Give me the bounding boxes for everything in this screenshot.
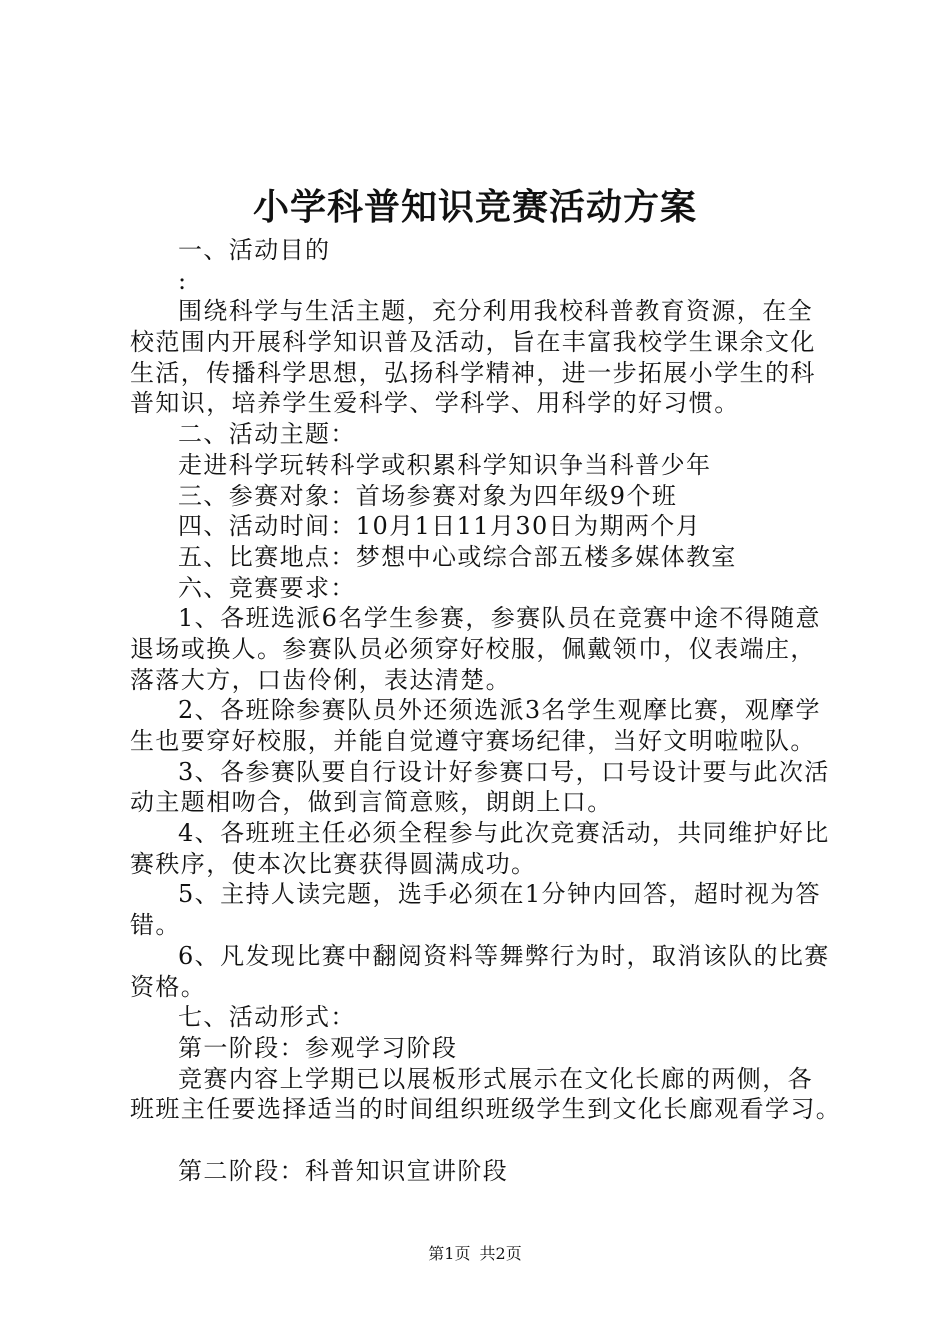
body-line: 第一阶段：参观学习阶段 — [178, 1033, 458, 1062]
body-line: 退场或换人。参赛队员必须穿好校服，佩戴领巾，仪表端庄， — [130, 634, 816, 663]
body-line: 生也要穿好校服，并能自觉遵守赛场纪律，当好文明啦啦队。 — [130, 727, 816, 755]
body-line: 六、竞赛要求： — [178, 573, 356, 602]
body-line: 落落大方，口齿伶俐，表达清楚。 — [130, 665, 511, 694]
body-line: 错。 — [130, 911, 181, 940]
body-line: 一、活动目的 — [178, 236, 331, 264]
body-line: 2、各班除参赛队员外还须选派3名学生观摩比赛，观摩学 — [178, 696, 821, 725]
body-line: 校范围内开展科学知识普及活动，旨在丰富我校学生课余文化 — [130, 328, 816, 357]
body-line: 1、各班选派6名学生参赛，参赛队员在竞赛中途不得随意 — [178, 604, 821, 633]
page-number: 第1页 — [428, 1244, 471, 1263]
body-line: 动主题相吻合，做到言简意赅，朗朗上口。 — [130, 788, 613, 817]
page-footer — [0, 1243, 950, 1265]
body-line: 5、主持人读完题，选手必须在1分钟内回答，超时视为答 — [178, 880, 821, 909]
body-line: 班班主任要选择适当的时间组织班级学生到文化长廊观看学习。 — [130, 1095, 842, 1124]
body-line: 第二阶段：科普知识宣讲阶段 — [178, 1156, 509, 1185]
blank-line — [130, 1125, 830, 1156]
body-line: 4、各班班主任必须全程参与此次竞赛活动，共同维护好比 — [178, 819, 830, 848]
body-line: 七、活动形式： — [178, 1003, 356, 1032]
body-line: 3、各参赛队要自行设计好参赛口号，口号设计要与此次活 — [178, 757, 830, 786]
body-line: 普知识，培养学生爱科学、学科学、用科学的好习惯。 — [130, 389, 740, 418]
document-title: 小学科普知识竞赛活动方案 — [252, 186, 697, 228]
body-line: 围绕科学与生活主题，充分利用我校科普教育资源，在全 — [178, 297, 813, 326]
body-line: 资格。 — [130, 972, 207, 1001]
body-line: 二、活动主题： — [178, 420, 356, 449]
body-line: 生活，传播科学思想，弘扬科学精神，进一步拓展小学生的科 — [130, 358, 816, 387]
body-line: 四、活动时间：10月1日11月30日为期两个月 — [178, 512, 702, 541]
page-total: 共2页 — [479, 1244, 522, 1263]
body-line: 赛秩序，使本次比赛获得圆满成功。 — [130, 849, 537, 878]
body-line: : — [178, 266, 188, 295]
body-line: 走进科学玩转科学或积累科学知识争当科普少年 — [178, 450, 712, 479]
document-body — [130, 235, 842, 1186]
body-line: 竞赛内容上学期已以展板形式展示在文化长廊的两侧，各 — [178, 1064, 813, 1093]
body-line: 6、凡发现比赛中翻阅资料等舞弊行为时，取消该队的比赛 — [178, 941, 830, 970]
body-line: 三、参赛对象：首场参赛对象为四年级9个班 — [178, 481, 678, 510]
body-line: 五、比赛地点：梦想中心或综合部五楼多媒体教室 — [178, 542, 737, 571]
